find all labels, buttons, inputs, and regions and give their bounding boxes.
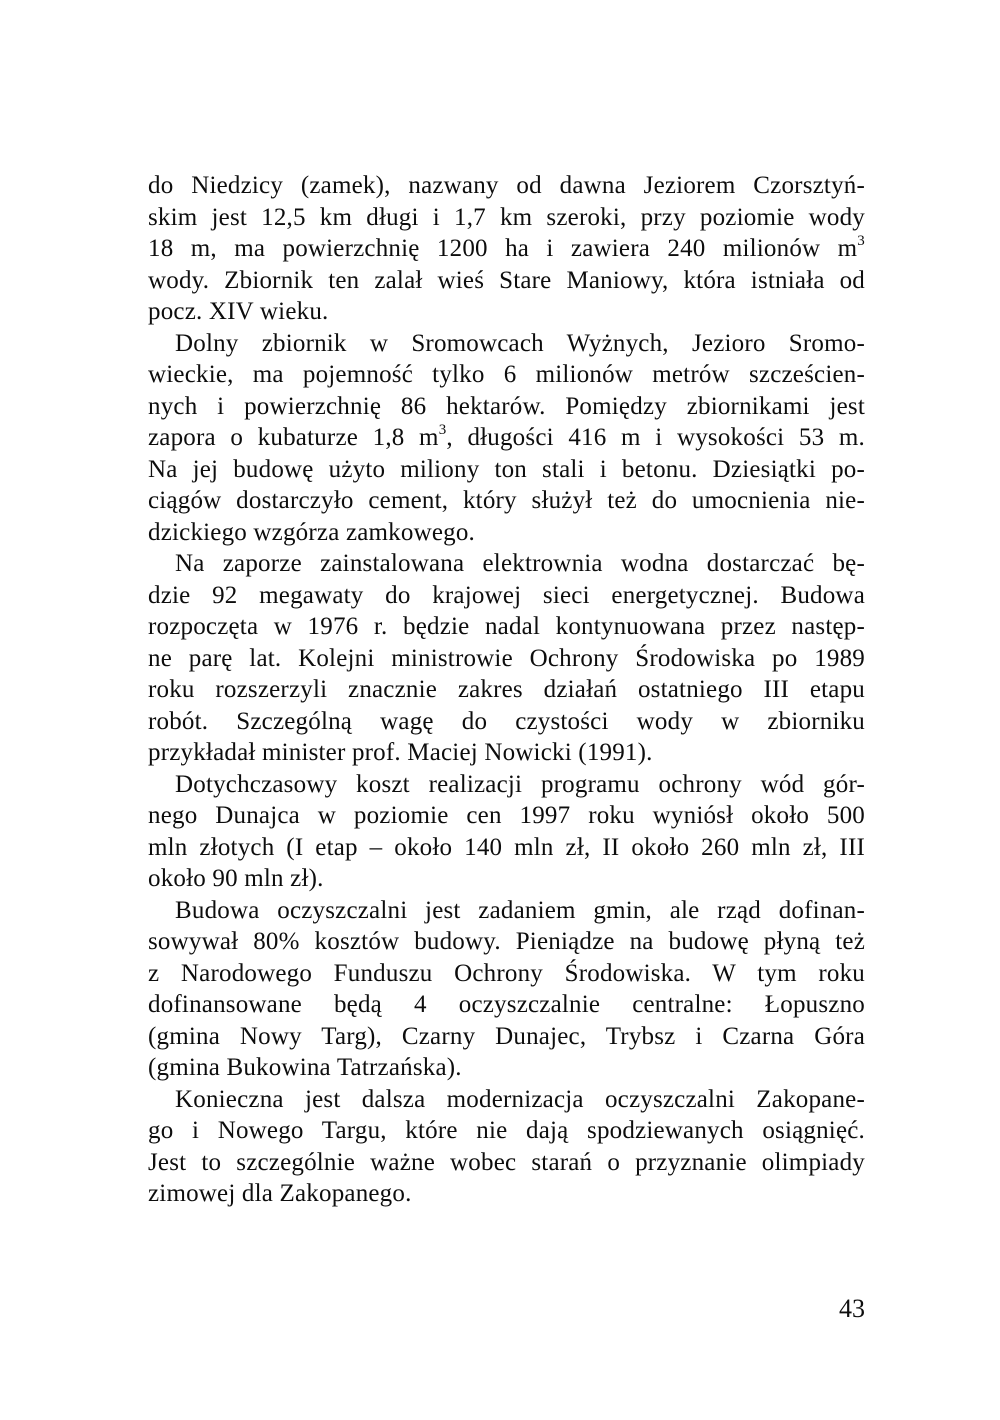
text-line: nych i powierzchnię 86 hektarów. Pomiędzy zbiornikami jest bbox=[148, 392, 865, 420]
text-line: dzie 92 megawaty do krajowej sieci energetycznej. Budowa bbox=[148, 581, 865, 609]
text-line: (gmina Nowy Targ), Czarny Dunajec, Trybsz i Czarna Góra bbox=[148, 1022, 865, 1050]
text-line: zimowej dla Zakopanego. bbox=[148, 1180, 412, 1207]
text-line: do Niedzicy (zamek), nazwany od dawna Jeziorem Czorsztyń- bbox=[148, 172, 865, 199]
text-line: roku rozszerzyli znacznie zakres działań ostatniego III etapu bbox=[148, 676, 865, 703]
superscript: 3 bbox=[857, 233, 865, 250]
text-line: Na zaporze zainstalowana elektrownia wodna dostarczać bę- bbox=[175, 550, 865, 577]
text-line: skim jest 12,5 km długi i 1,7 km szeroki, przy poziomie wody bbox=[148, 203, 865, 231]
text-line: Na jej budowę użyto miliony ton stali i betonu. Dziesiątki po- bbox=[148, 455, 865, 483]
text-line: Dolny zbiornik w Sromowcach Wyżnych, Jezioro Sromo- bbox=[175, 329, 865, 357]
text-line: zapora o kubaturze 1,8 $m^3$, długości 416 m i wysokości 53 m. bbox=[148, 422, 865, 451]
text-line: wody. Zbiornik ten zalał wieś Stare Maniowy, która istniała od bbox=[148, 266, 865, 294]
paragraph bbox=[148, 769, 865, 895]
text-line: pocz. XIV wieku. bbox=[148, 298, 329, 325]
text-line: go i Nowego Targu, które nie dają spodziewanych osiągnięć. bbox=[148, 1117, 865, 1144]
text-line: dzickiego wzgórza zamkowego. bbox=[148, 518, 475, 546]
superscript: 3 bbox=[438, 422, 447, 439]
paragraph bbox=[148, 1084, 865, 1210]
text-line: 18 m, ma powierzchnię 1200 ha i zawiera 240 milionów $m^3$ bbox=[148, 233, 865, 262]
text-line: z Narodowego Funduszu Ochrony Środowiska. W tym roku bbox=[148, 959, 865, 987]
paragraph bbox=[148, 170, 865, 328]
text-line: sowywał 80% kosztów budowy. Pieniądze na budowę płyną też bbox=[148, 928, 865, 955]
text-line: wieckie, ma pojemność tylko 6 milionów metrów szcześcien- bbox=[148, 361, 865, 388]
text-line: dofinansowane będą 4 oczyszczalnie centralne: Łopuszno bbox=[148, 991, 865, 1018]
text-line: Budowa oczyszczalni jest zadaniem gmin, ale rząd dofinan- bbox=[175, 896, 865, 924]
text-line: Konieczna jest dalsza modernizacja oczyszczalni Zakopane- bbox=[175, 1085, 865, 1113]
text-line: przykładał minister prof. Maciej Nowicki (1991). bbox=[148, 739, 653, 766]
page-number: 43 bbox=[839, 1294, 865, 1323]
text-line: ne parę lat. Kolejni ministrowie Ochrony Środowiska po 1989 bbox=[148, 644, 865, 672]
page-text bbox=[148, 170, 865, 1210]
text-line: ciągów dostarczyło cement, który służył też do umocnienia nie- bbox=[148, 487, 865, 514]
paragraph bbox=[148, 328, 865, 549]
paragraph bbox=[148, 548, 865, 769]
text-line: mln złotych (I etap – około 140 mln zł, II około 260 mln zł, III bbox=[148, 833, 865, 861]
text-line: nego Dunajca w poziomie cen 1997 roku wyniósł około 500 bbox=[148, 802, 865, 829]
text-line: rozpoczęta w 1976 r. będzie nadal kontynuowana przez następ- bbox=[148, 613, 865, 640]
text-line: robót. Szczególną wagę do czystości wody w zbiorniku bbox=[148, 707, 865, 735]
text-line: Dotychczasowy koszt realizacji programu ochrony wód gór- bbox=[175, 770, 865, 798]
text-line: Jest to szczególnie ważne wobec starań o przyznanie olimpiady bbox=[148, 1148, 865, 1176]
text-line: około 90 mln zł). bbox=[148, 865, 324, 892]
text-line: (gmina Bukowina Tatrzańska). bbox=[148, 1054, 462, 1081]
paragraph bbox=[148, 895, 865, 1084]
